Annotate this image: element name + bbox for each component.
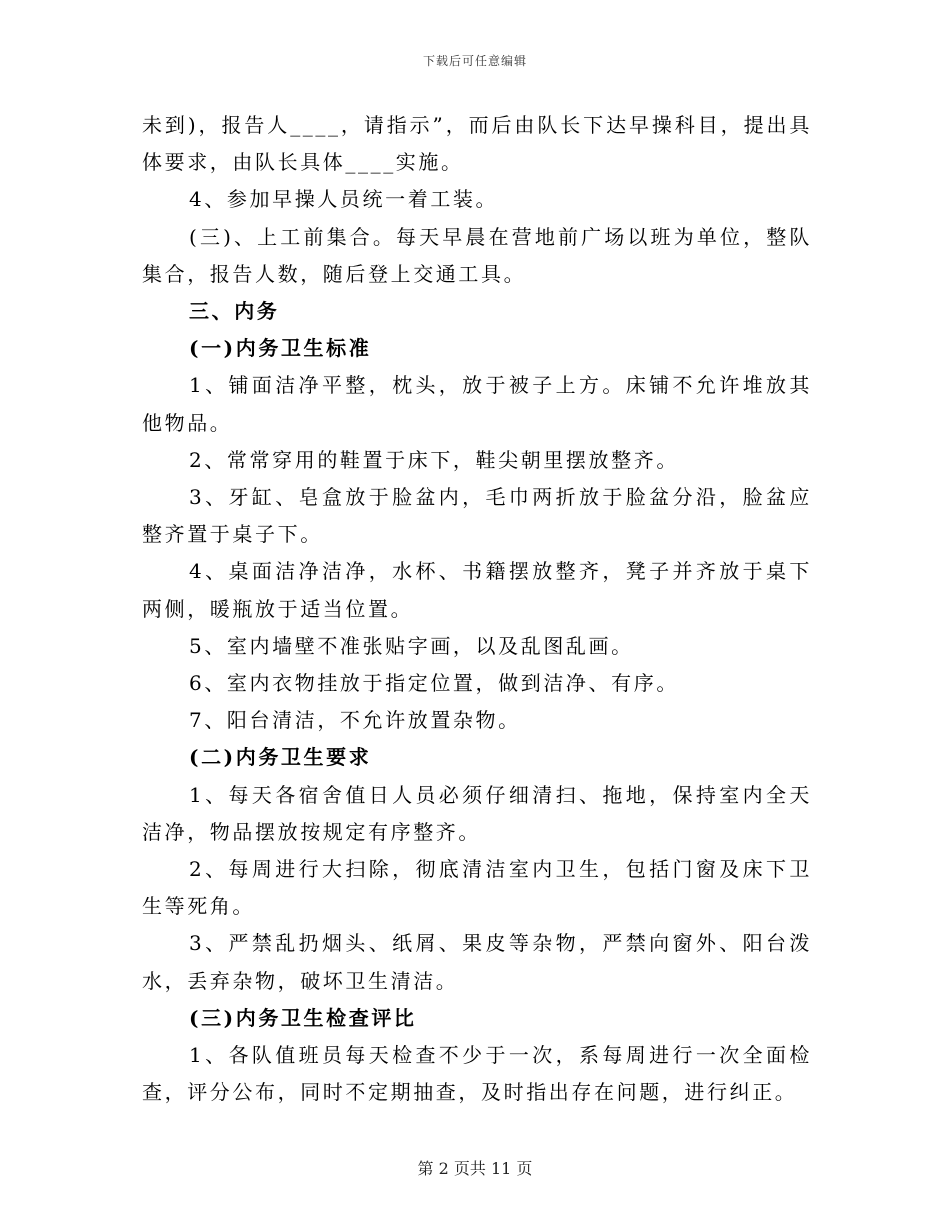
- paragraph: 2、每周进行大扫除，彻底清洁室内卫生，包括门窗及床下卫生等死角。: [142, 857, 812, 919]
- paragraph: 4、参加早操人员统一着工装。: [189, 187, 499, 212]
- subsection-heading: (三)内务卫生检查评比: [189, 1005, 417, 1030]
- paragraph: 1、每天各宿舍值日人员必须仔细清扫、拖地，保持室内全天洁净，物品摆放按规定有序整齐。: [142, 782, 812, 844]
- paragraph: 3、牙缸、皂盒放于脸盆内，毛巾两折放于脸盆分沿，脸盆应整齐置于桌子下。: [142, 485, 812, 547]
- page-header: 下载后可任意编辑: [422, 54, 527, 68]
- paragraph: 1、铺面洁净平整，枕头，放于被子上方。床铺不允许堆放其他物品。: [142, 373, 812, 435]
- paragraph: 5、室内墙壁不准张贴字画，以及乱图乱画。: [189, 633, 634, 658]
- paragraph: 7、阳台清洁，不允许放置杂物。: [189, 708, 521, 733]
- paragraph: 1、各队值班员每天检查不少于一次，系每周进行一次全面检查，评分公布，同时不定期抽查，及时指出存在问题，进行纠正。: [142, 1043, 812, 1105]
- paragraph: 4、桌面洁净洁净，水杯、书籍摆放整齐，凳子并齐放于桌下两侧，暖瓶放于适当位置。: [142, 559, 812, 621]
- paragraph: 3、严禁乱扔烟头、纸屑、果皮等杂物，严禁向窗外、阳台泼水，丢弃杂物，破坏卫生清洁。: [142, 931, 812, 993]
- document-body: [142, 107, 812, 1111]
- paragraph: 2、常常穿用的鞋置于床下，鞋尖朝里摆放整齐。: [189, 447, 679, 472]
- paragraph: 未到)，报告人____，请指示”，而后由队长下达早操科目，提出具体要求，由队长具体____实施。: [142, 113, 812, 175]
- section-heading: 三、内务: [189, 299, 280, 324]
- page-footer: 第 2 页共 11 页: [417, 1159, 533, 1178]
- subsection-heading: (二)内务卫生要求: [189, 745, 372, 770]
- subsection-heading: (一)内务卫生标准: [189, 336, 372, 361]
- paragraph: (三)、上工前集合。每天早晨在营地前广场以班为单位，整队集合，报告人数，随后登上交通工具。: [142, 224, 812, 286]
- paragraph: 6、室内衣物挂放于指定位置，做到洁净、有序。: [189, 671, 679, 696]
